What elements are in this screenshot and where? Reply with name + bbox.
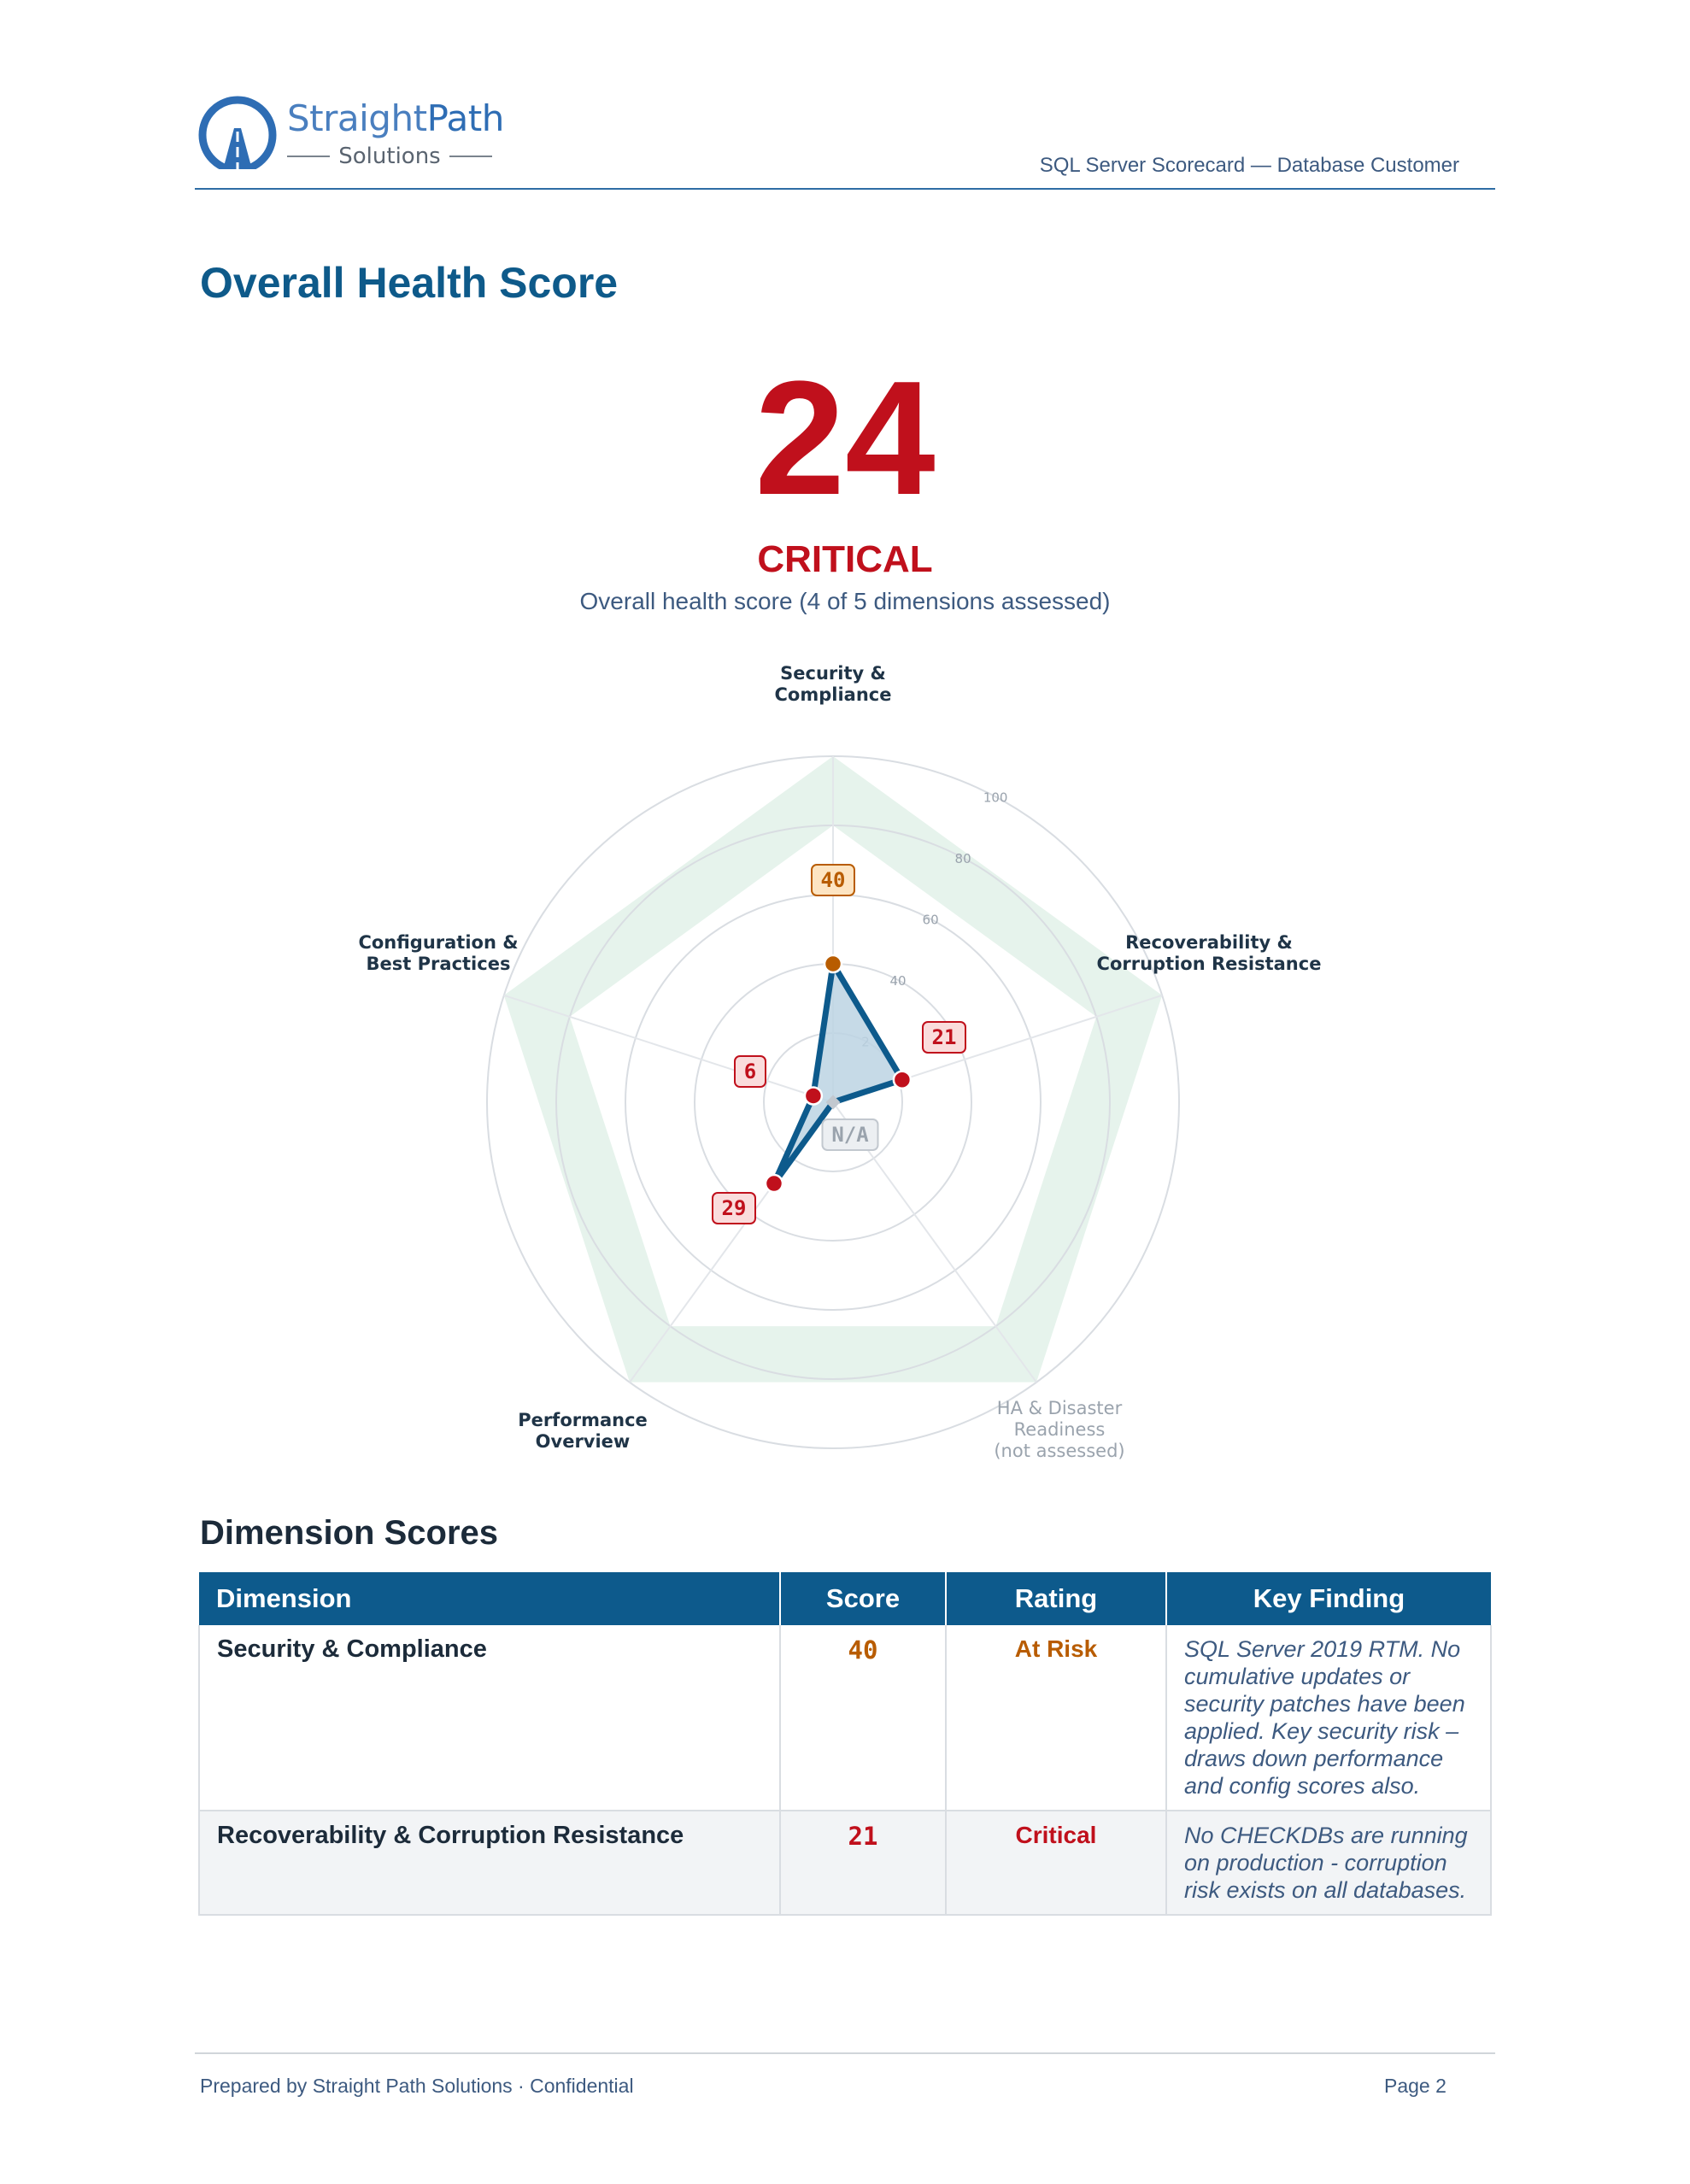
header-divider [195,188,1495,190]
axis-label [518,1410,648,1452]
dimension-key-finding: SQL Server 2019 RTM. No cumulative updates or security patches have been applied. Key security risk – draws down performance and config scores also. [1166,1625,1491,1811]
logo-rule-right [449,156,492,157]
axis-label-line: Readiness [1013,1419,1106,1440]
table-row [199,1625,1491,1811]
logo-brand-part1: Straight [287,97,427,139]
dimension-scores-heading: Dimension Scores [200,1514,499,1552]
radar-chart [325,649,1367,1487]
axis-label-line: Overview [535,1431,631,1452]
axis-label-line: Recoverability & [1125,932,1293,953]
value-badge-label: 6 [743,1060,757,1083]
dimension-rating: Critical [946,1811,1166,1915]
dimension-rating: At Risk [946,1625,1166,1811]
logo-rule-left [287,156,330,157]
value-badge-label: 29 [721,1196,747,1220]
footer-divider [195,2052,1495,2054]
data-point [894,1071,911,1089]
column-header-dimension: Dimension [199,1572,780,1625]
axis-label-line: Best Practices [366,954,511,974]
ring-label: 40 [889,972,907,989]
axis-label-line: (not assessed) [994,1441,1125,1461]
axis-label [1097,932,1322,974]
data-point [805,1087,822,1104]
footer-prepared-by: Prepared by Straight Path Solutions · Confidential [200,2075,634,2097]
axis-label [775,663,892,705]
overall-score-caption: Overall health score (4 of 5 dimensions assessed) [579,588,1111,614]
table-header-row [199,1572,1491,1625]
data-point [766,1175,783,1192]
footer-page-number: Page 2 [1384,2075,1446,2097]
column-header-key-finding: Key Finding [1166,1572,1491,1625]
axis-label-line: Corruption Resistance [1096,954,1322,974]
page-title: Overall Health Score [200,259,619,307]
logo-subtitle [287,144,492,169]
dimension-score: 40 [780,1625,946,1811]
logo-brand-part2: Path [426,97,504,139]
dimension-scores-table [198,1572,1492,1916]
value-badge-label: N/A [831,1123,869,1147]
data-point [824,955,842,972]
dimension-key-finding: No CHECKDBs are running on production - corruption risk exists on all databases. [1166,1811,1491,1915]
overall-score-rating: CRITICAL [757,538,933,580]
value-badge-label: 21 [931,1025,957,1049]
axis-label [358,932,518,974]
series-layer [766,955,911,1192]
table-row [199,1811,1491,1915]
ring-label: 100 [983,790,1008,806]
ring-label: 80 [954,850,971,866]
logo-wordmark [287,97,504,139]
axis-label-line: Compliance [774,684,892,705]
column-header-rating: Rating [946,1572,1166,1625]
axis-label-line: HA & Disaster [996,1398,1123,1418]
axis-label-line: Security & [780,663,886,684]
column-header-score: Score [780,1572,946,1625]
dimension-name: Recoverability & Corruption Resistance [199,1811,780,1915]
company-logo [197,92,504,178]
dimension-score: 21 [780,1811,946,1915]
ring-label: 60 [922,912,939,928]
road-logo-icon [197,94,279,176]
document-title: SQL Server Scorecard — Database Customer [1039,154,1459,177]
value-badge-label: 40 [820,868,846,892]
overall-score-value: 24 [754,348,936,529]
axis-label-line: Performance [518,1410,648,1430]
logo-sub-text: Solutions [338,144,441,169]
axis-label-line: Configuration & [358,932,519,953]
dimension-name: Security & Compliance [199,1625,780,1811]
axis-label [994,1398,1124,1461]
